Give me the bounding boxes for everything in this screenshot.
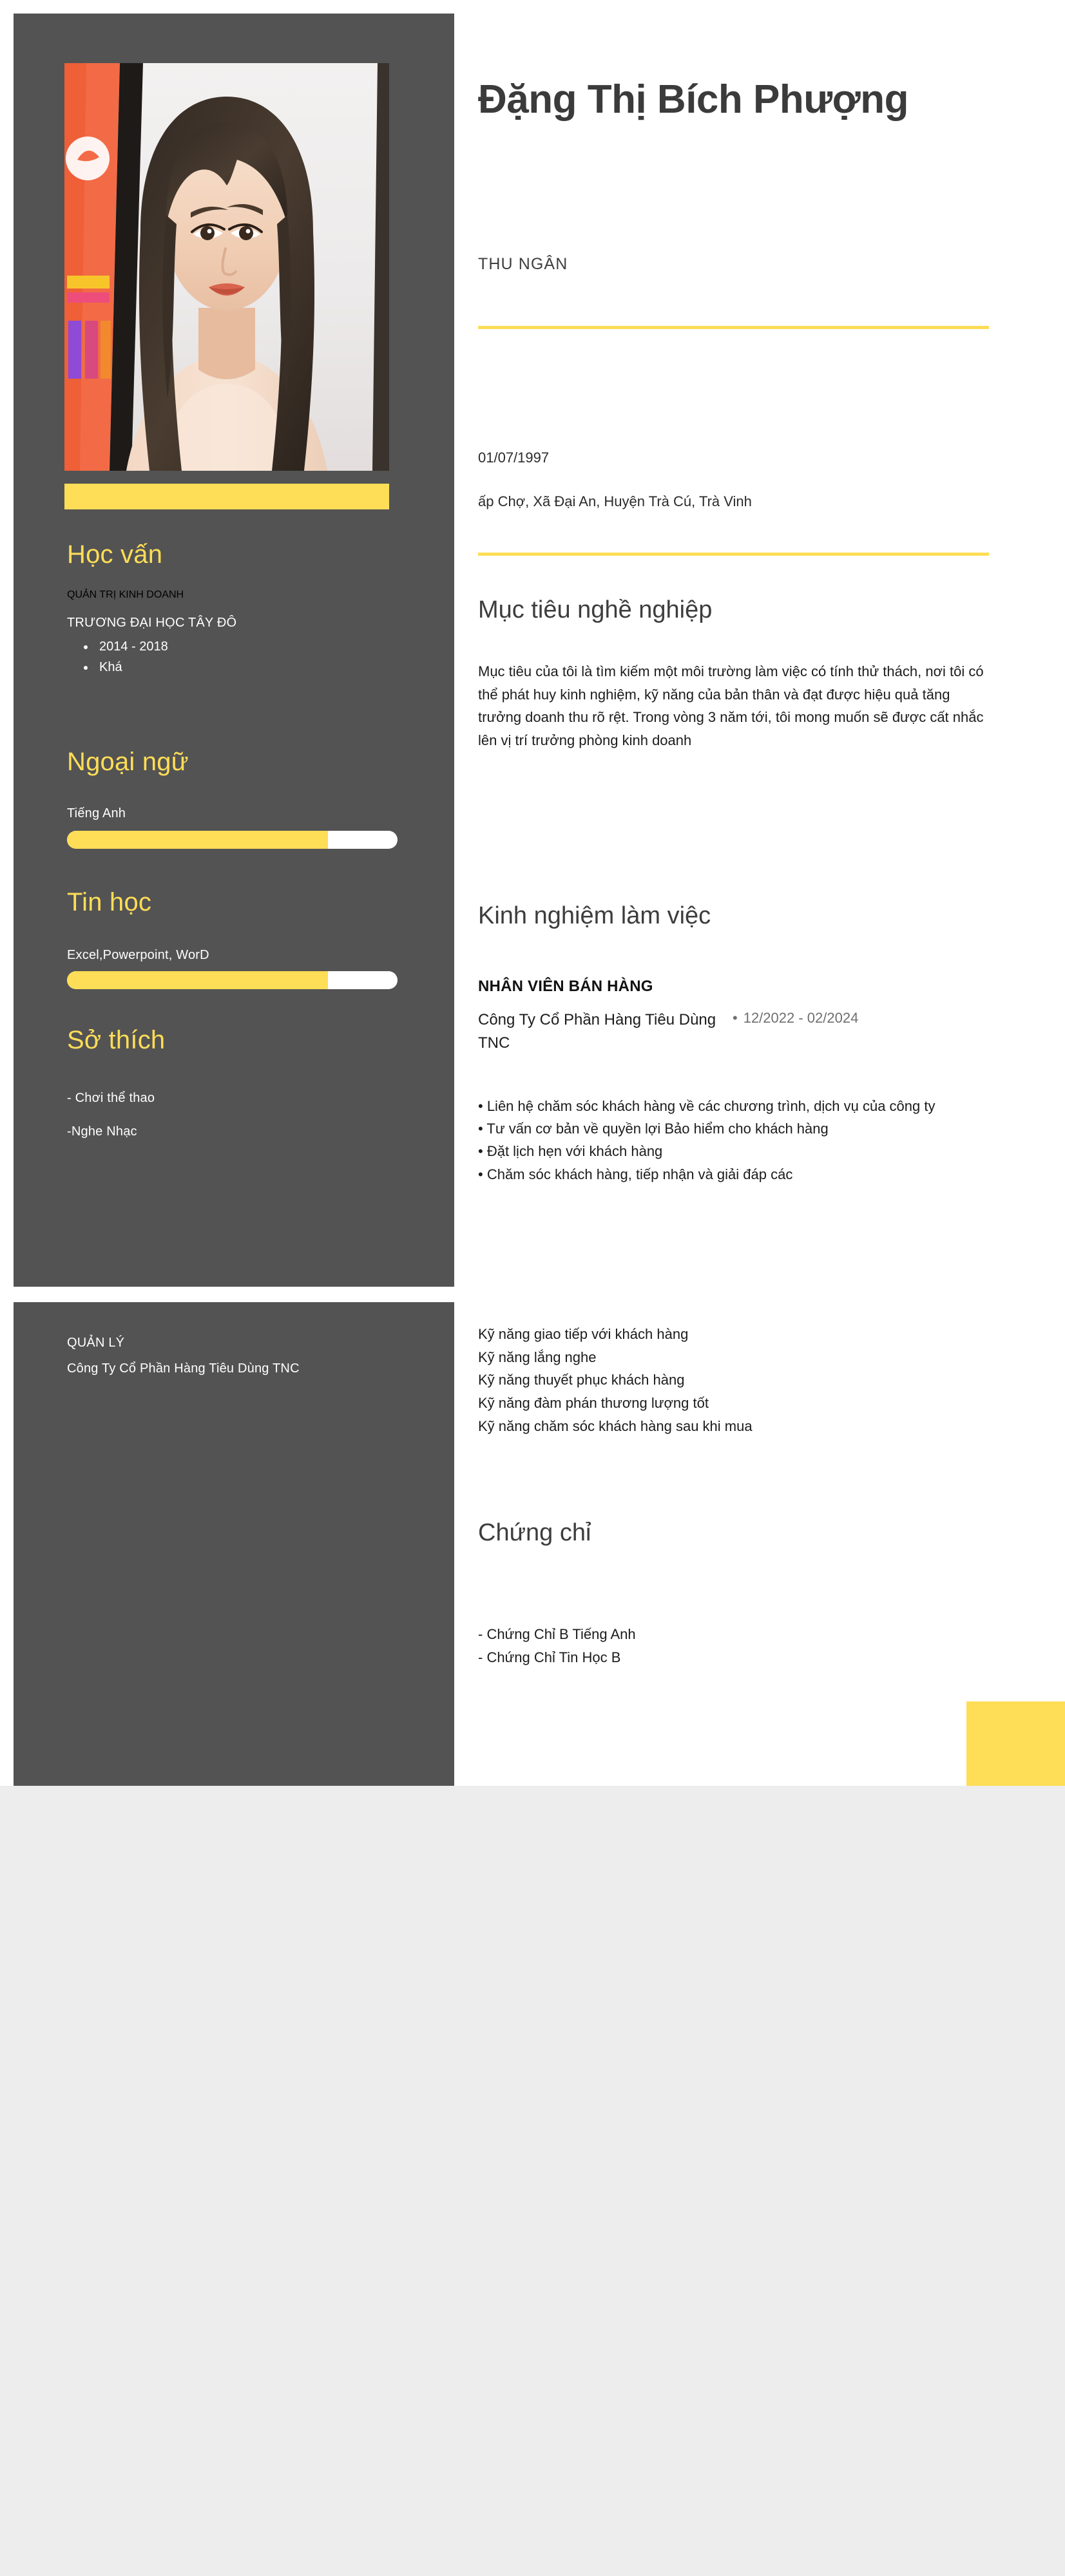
- skills-list: [478, 1323, 987, 1437]
- list-item: • Tư vấn cơ bản về quyền lợi Bảo hiểm cho khách hàng: [478, 1121, 829, 1137]
- section-hobbies: [67, 1025, 402, 1055]
- hobby-item-2: -Nghe Nhạc: [67, 1124, 137, 1139]
- experience-heading: Kinh nghiệm làm việc: [478, 902, 711, 929]
- list-item: Kỹ năng đàm phán thương lượng tốt: [478, 1394, 709, 1411]
- education-heading: Học vấn: [67, 540, 163, 569]
- education-major: QUẢN TRỊ KINH DOANH: [67, 589, 184, 600]
- education-school: TRƯƠNG ĐẠI HỌC TÂY ĐÔ: [67, 616, 237, 630]
- computer-heading: Tin học: [67, 888, 152, 916]
- corner-accent-block: [966, 1701, 1065, 1786]
- experience-job-title: NHÂN VIÊN BÁN HÀNG: [478, 978, 653, 995]
- list-item: • Chăm sóc khách hàng, tiếp nhận và giải đáp các: [478, 1166, 793, 1182]
- reference-title: QUẢN LÝ: [67, 1336, 125, 1350]
- languages-heading: Ngoại ngữ: [67, 748, 189, 776]
- job-role-subtitle: THU NGÂN: [478, 255, 568, 273]
- experience-duties: [478, 1095, 987, 1186]
- date-of-birth: 01/07/1997: [478, 450, 550, 466]
- address: ấp Chợ, Xã Đại An, Huyện Trà Cú, Trà Vinh: [478, 493, 752, 509]
- computer-level-bar: [67, 971, 402, 989]
- hobby-item-1: - Chơi thể thao: [67, 1091, 155, 1105]
- list-item: • Đặt lịch hẹn với khách hàng: [478, 1143, 663, 1160]
- computer-level-fill: [67, 971, 328, 989]
- list-item: Kỹ năng giao tiếp với khách hàng: [478, 1326, 689, 1342]
- list-item: Kỹ năng chăm sóc khách hàng sau khi mua: [478, 1417, 753, 1434]
- section-education: [67, 540, 402, 569]
- objective-text: Mục tiêu của tôi là tìm kiếm một môi trường làm việc có tính thử thách, nơi tôi có thể phát huy kinh nghiệm, kỹ năng của bản thân và đạt được hiệu quả tăng trưởng doanh thu rõ rệt. Trong vòng 3 năm tới, tôi mong muốn sẽ được cất nhắc lên vị trí trưởng phòng kinh doanh: [478, 663, 984, 748]
- list-item: Kỹ năng thuyết phục khách hàng: [478, 1372, 685, 1388]
- divider-contact: [478, 553, 989, 556]
- hobbies-heading: Sở thích: [67, 1026, 166, 1054]
- computer-name: Excel,Powerpoint, WorD: [67, 948, 209, 962]
- list-item: Kỹ năng lắng nghe: [478, 1349, 597, 1365]
- certificates-list: [478, 1623, 987, 1669]
- objective-heading: Mục tiêu nghề nghiệp: [478, 596, 713, 623]
- bullet-icon: •: [733, 1010, 738, 1026]
- profile-photo: [64, 63, 389, 471]
- list-item: • Liên hệ chăm sóc khách hàng về các chương trình, dịch vụ của công ty: [478, 1098, 935, 1114]
- language-level-bar: [67, 831, 402, 849]
- experience-dates: 12/2022 - 02/2024: [743, 1010, 859, 1026]
- certificates-heading: Chứng chỉ: [478, 1519, 591, 1546]
- page-title: Đặng Thị Bích Phượng: [478, 77, 908, 122]
- language-level-fill: [67, 831, 328, 849]
- experience-dates-wrap: [733, 1009, 858, 1027]
- experience-company-row: [478, 1009, 990, 1056]
- divider-top: [478, 326, 989, 329]
- section-computer: [67, 887, 402, 917]
- language-name: Tiếng Anh: [67, 806, 126, 820]
- photo-accent-bar: [64, 484, 389, 509]
- list-item: - Chứng Chỉ B Tiếng Anh: [478, 1626, 636, 1642]
- experience-company: Công Ty Cổ Phần Hàng Tiêu Dùng TNC: [478, 1011, 716, 1052]
- list-item: - Chứng Chỉ Tin Học B: [478, 1649, 621, 1665]
- reference-company: Công Ty Cổ Phần Hàng Tiêu Dùng TNC: [67, 1361, 300, 1376]
- list-item: • Khá: [95, 657, 402, 677]
- section-languages: [67, 747, 402, 777]
- list-item: • 2014 - 2018: [95, 636, 402, 657]
- education-bullets: [67, 634, 402, 678]
